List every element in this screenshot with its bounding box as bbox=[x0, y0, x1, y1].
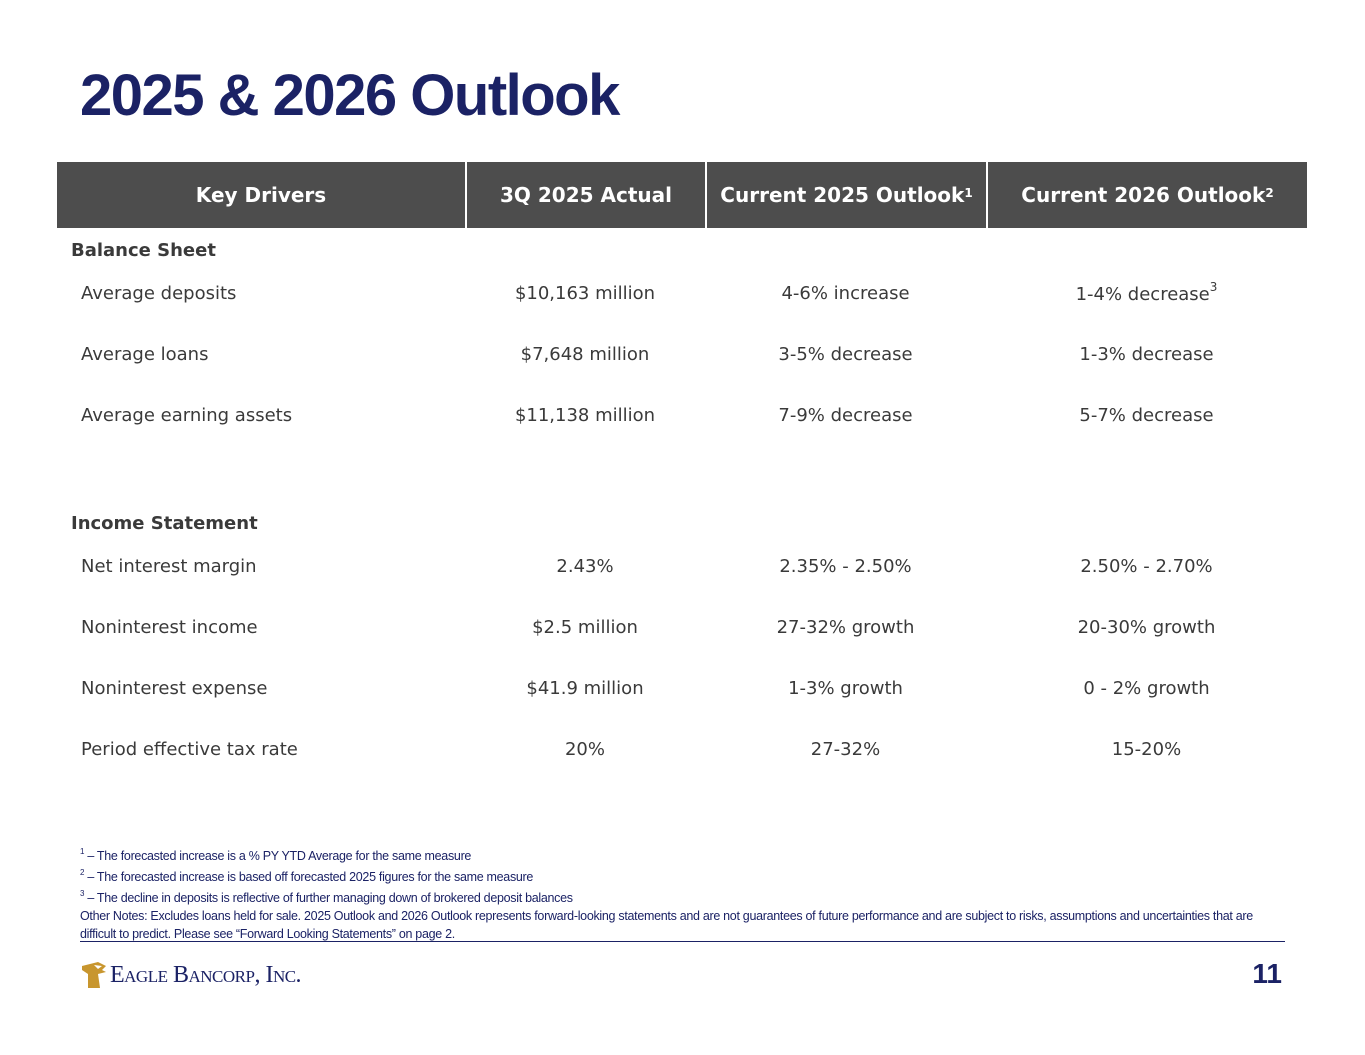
outlook-2025-value: 4-6% increase bbox=[781, 282, 910, 304]
outlook-2026-value bbox=[986, 279, 1307, 305]
actual-value: $7,648 million bbox=[520, 343, 650, 365]
header-label: Current 2026 Outlook bbox=[1021, 183, 1266, 207]
table-header bbox=[57, 162, 1307, 228]
header-label: Current 2025 Outlook bbox=[720, 183, 965, 207]
outlook-2026-value: 15-20% bbox=[1111, 738, 1182, 760]
footnote-text: – The decline in deposits is reflective of further managing down of brokered deposit balances bbox=[84, 891, 573, 906]
outlook-table bbox=[57, 162, 1307, 760]
table-row bbox=[57, 400, 1307, 430]
footnote-marker: 2 bbox=[80, 868, 85, 878]
actual-value: $41.9 million bbox=[526, 677, 644, 699]
footnotes bbox=[80, 844, 1280, 943]
actual-value: $10,163 million bbox=[514, 282, 656, 304]
header-key-drivers bbox=[57, 162, 465, 228]
row-label: Net interest margin bbox=[81, 555, 257, 577]
outlook-2025-value: 27-32% bbox=[810, 738, 881, 760]
footnote bbox=[80, 886, 1280, 907]
section-balance-sheet: Balance Sheet bbox=[71, 240, 216, 261]
header-2026-outlook bbox=[986, 162, 1307, 228]
outlook-2026-value: 1-3% decrease bbox=[1079, 343, 1214, 365]
actual-value: 2.43% bbox=[556, 555, 614, 577]
outlook-2025-value: 7-9% decrease bbox=[778, 404, 913, 426]
table-row bbox=[57, 734, 1307, 764]
row-label: Average earning assets bbox=[81, 404, 293, 426]
outlook-2026-value: 2.50% - 2.70% bbox=[1080, 555, 1213, 577]
footnote-ref: 3 bbox=[1209, 279, 1218, 294]
table-row bbox=[57, 551, 1307, 581]
header-2025-outlook bbox=[705, 162, 986, 228]
footnote-marker: 3 bbox=[80, 889, 85, 899]
row-label: Noninterest expense bbox=[81, 677, 268, 699]
header-label: Key Drivers bbox=[195, 183, 327, 207]
page-title: 2025 & 2026 Outlook bbox=[80, 63, 619, 128]
section-income-statement: Income Statement bbox=[71, 513, 258, 534]
header-3q-2025-actual bbox=[465, 162, 705, 228]
footnote-ref: 2 bbox=[1265, 186, 1274, 200]
outlook-2025-value: 27-32% growth bbox=[776, 616, 915, 638]
row-label: Average deposits bbox=[81, 282, 237, 304]
outlook-2026-value: 5-7% decrease bbox=[1079, 404, 1214, 426]
actual-value: $2.5 million bbox=[532, 616, 638, 638]
outlook-2026-value: 20-30% growth bbox=[1077, 616, 1216, 638]
outlook-2026-value: 0 - 2% growth bbox=[1083, 677, 1210, 699]
row-label: Period effective tax rate bbox=[81, 738, 298, 760]
eagle-icon bbox=[80, 960, 108, 990]
actual-value: $11,138 million bbox=[514, 404, 656, 426]
table-row bbox=[57, 339, 1307, 369]
footnote-ref: 1 bbox=[964, 186, 973, 200]
company-logo bbox=[80, 960, 301, 990]
actual-value: 20% bbox=[564, 738, 605, 760]
footnote-text: – The forecasted increase is a % PY YTD Average for the same measure bbox=[84, 849, 472, 864]
footnote-marker: 1 bbox=[80, 847, 85, 856]
outlook-2025-value: 2.35% - 2.50% bbox=[779, 555, 912, 577]
footnote-text: – The forecasted increase is based off forecasted 2025 figures for the same measure bbox=[84, 870, 534, 885]
footnote bbox=[80, 844, 1280, 865]
table-row bbox=[57, 612, 1307, 642]
footnote bbox=[80, 865, 1280, 886]
other-notes: Other Notes: Excludes loans held for sale. 2025 Outlook and 2026 Outlook represents forward-looking statements and are not guarantees of future performance and are subject to risks, assumptions and uncertainties that are difficult to predict. Please see “Forward Looking Statements” on page 2. bbox=[80, 909, 1253, 942]
header-label: 3Q 2025 Actual bbox=[500, 183, 672, 207]
row-label: Average loans bbox=[81, 343, 209, 365]
outlook-2026-text: 1-4% decrease bbox=[1075, 283, 1210, 305]
row-label: Noninterest income bbox=[81, 616, 258, 638]
outlook-2025-value: 1-3% growth bbox=[788, 677, 903, 699]
footer-divider bbox=[80, 941, 1285, 942]
logo-text: Eagle Bancorp, Inc. bbox=[110, 961, 302, 988]
outlook-2025-value: 3-5% decrease bbox=[778, 343, 913, 365]
page-number: 11 bbox=[1252, 958, 1282, 989]
table-row bbox=[57, 673, 1307, 703]
table-row bbox=[57, 278, 1307, 308]
